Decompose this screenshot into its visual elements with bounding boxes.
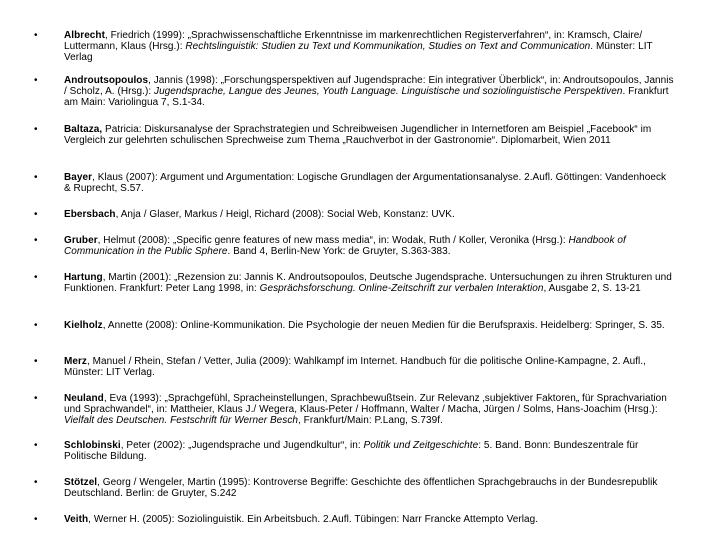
entry-details-end: : 5. Band. Bonn: Bundeszentrale für Politische Bildung.	[64, 440, 639, 462]
bullet-icon: •	[34, 320, 38, 331]
entry-details: Patricia: Diskursanalyse der Sprachstrategien und Schreibweisen Jugendlicher in Internetforen am Beispiel „Facebook“ im Vergleich zur gelehrten schulischen Sprechweise zum Thema „Rauchverbot in der Gastronomie“. Diplomarbeit, Wien 2011	[64, 124, 652, 146]
entry-italic-title: Politik und Zeitgeschichte	[363, 440, 479, 451]
entry-text	[64, 320, 674, 331]
entry-details-end: , Ausgabe 2, S. 13-21	[543, 283, 641, 294]
entry-text	[64, 356, 674, 378]
entry-details-end: , Frankfurt/Main: P.Lang, S.739f.	[298, 415, 443, 426]
entry-text	[64, 440, 674, 462]
entry-details: , Anja / Glaser, Markus / Heigl, Richard (2008): Social Web, Konstanz: UVK.	[115, 209, 455, 220]
entry-author: Baltaza,	[64, 124, 103, 135]
entry-details: , Eva (1993): „Sprachgefühl, Spracheinstellungen, Sprachbewußtsein. Zur Relevanz ‚subjektiver Faktoren„ für Sprachvariation und Sprachwandel“, in: Mattheier, Klaus J./ Wegera, Klaus-Peter / Hoffmann, Walter / Macha, Jürgen / Solms, Hans-Joachim (Hrsg.):	[64, 393, 667, 415]
entry-details: , Klaus (2007): Argument und Argumentation: Logische Grundlagen der Argumentationsanalyse. 2.Aufl. Göttingen: Vandenhoeck & Ruprecht, S.57.	[64, 172, 667, 194]
entry-text	[64, 30, 674, 63]
entry-details: , Friedrich (1999): „Sprachwissenschaftliche Erkenntnisse im markenrechtlichen Registerverfahren“, in: Kramsch, Claire/ Luttermann, Klaus (Hrsg.):	[64, 30, 643, 52]
entry-italic-title: Jugendsprache, Langue des Jeunes, Youth Language. Linguistische und soziolinguistische Perspektiven	[154, 86, 623, 97]
entry-text	[64, 124, 674, 146]
entry-italic-title: Handbook of Communication in the Public Sphere	[64, 235, 626, 257]
bullet-icon: •	[34, 75, 38, 86]
entry-details-end: . Münster: LIT Verlag	[64, 41, 653, 63]
entry-author: Hartung	[64, 272, 103, 283]
bullet-icon: •	[34, 235, 38, 246]
entry-details-end: . Frankfurt am Main: Variolingua 7, S.1-34.	[64, 86, 669, 108]
entry-author: Stötzel	[64, 477, 98, 488]
entry-author: Albrecht	[64, 30, 105, 41]
entry-details: , Annette (2008): Online-Kommunikation. Die Psychologie der neuen Medien für die Berufspraxis. Heidelberg: Springer, S. 35.	[102, 320, 665, 331]
entry-author: Gruber	[64, 235, 98, 246]
bullet-icon: •	[34, 209, 38, 220]
bullet-icon: •	[34, 172, 38, 183]
entry-italic-title: Rechtslinguistik: Studien zu Text und Kommunikation, Studies on Text and Communication	[185, 41, 591, 52]
entry-text	[64, 477, 674, 499]
entry-details: , Georg / Wengeler, Martin (1995): Kontroverse Begriffe: Geschichte des öffentlichen Sprachgebrauchs in der Bundesrepublik Deutschland. Berlin: de Gruyter, S.242	[64, 477, 658, 499]
entry-details-end: . Band 4, Berlin-New York: de Gruyter, S.363-383.	[227, 246, 451, 257]
entry-details: , Peter (2002): „Jugendsprache und Jugendkultur“, in:	[120, 440, 364, 451]
entry-text	[64, 75, 674, 108]
entry-author: Kielholz	[64, 320, 103, 331]
entry-author: Neuland	[64, 393, 104, 404]
bullet-icon: •	[34, 393, 38, 404]
bullet-icon: •	[34, 356, 38, 367]
entry-details: , Helmut (2008): „Specific genre features of new mass media“, in: Wodak, Ruth / Koller, Veronika (Hrsg.):	[97, 235, 569, 246]
entry-author: Ebersbach	[64, 209, 116, 220]
entry-author: Bayer	[64, 172, 93, 183]
entry-details: , Manuel / Rhein, Stefan / Vetter, Julia (2009): Wahlkampf im Internet. Handbuch für die politische Online-Kampagne, 2. Aufl., Münster: LIT Verlag.	[64, 356, 646, 378]
entry-author: Androutsopoulos	[64, 75, 149, 86]
entry-text	[64, 272, 674, 294]
bullet-icon: •	[34, 30, 38, 41]
entry-author: Schlobinski	[64, 440, 121, 451]
bullet-icon: •	[34, 440, 38, 451]
entry-author: Veith	[64, 514, 89, 525]
entry-text	[64, 393, 674, 426]
entry-details: , Werner H. (2005): Soziolinguistik. Ein Arbeitsbuch. 2.Aufl. Tübingen: Narr Francke Attempto Verlag.	[88, 514, 539, 525]
entry-text	[64, 235, 674, 257]
bullet-icon: •	[34, 477, 38, 488]
entry-text	[64, 172, 674, 194]
entry-details: , Martin (2001): „Rezension zu: Jannis K. Androutsopoulos, Deutsche Jugendsprache. Untersuchungen zu ihren Strukturen und Funktionen. Frankfurt: Peter Lang 1998, in:	[64, 272, 672, 294]
entry-italic-title: Gesprächsforschung. Online-Zeitschrift zur verbalen Interaktion	[259, 283, 544, 294]
entry-text	[64, 514, 674, 525]
entry-details: , Jannis (1998): „Forschungsperspektiven auf Jugendsprache: Ein integrativer Überblick“, in: Androutsopoulos, Jannis / Scholz, A. (Hrsg.):	[64, 75, 674, 97]
entry-author: Merz	[64, 356, 87, 367]
bullet-icon: •	[34, 514, 38, 525]
bullet-icon: •	[34, 272, 38, 283]
entry-text	[64, 209, 674, 220]
entry-italic-title: Vielfalt des Deutschen. Festschrift für Werner Besch	[64, 415, 298, 426]
bullet-icon: •	[34, 124, 38, 135]
